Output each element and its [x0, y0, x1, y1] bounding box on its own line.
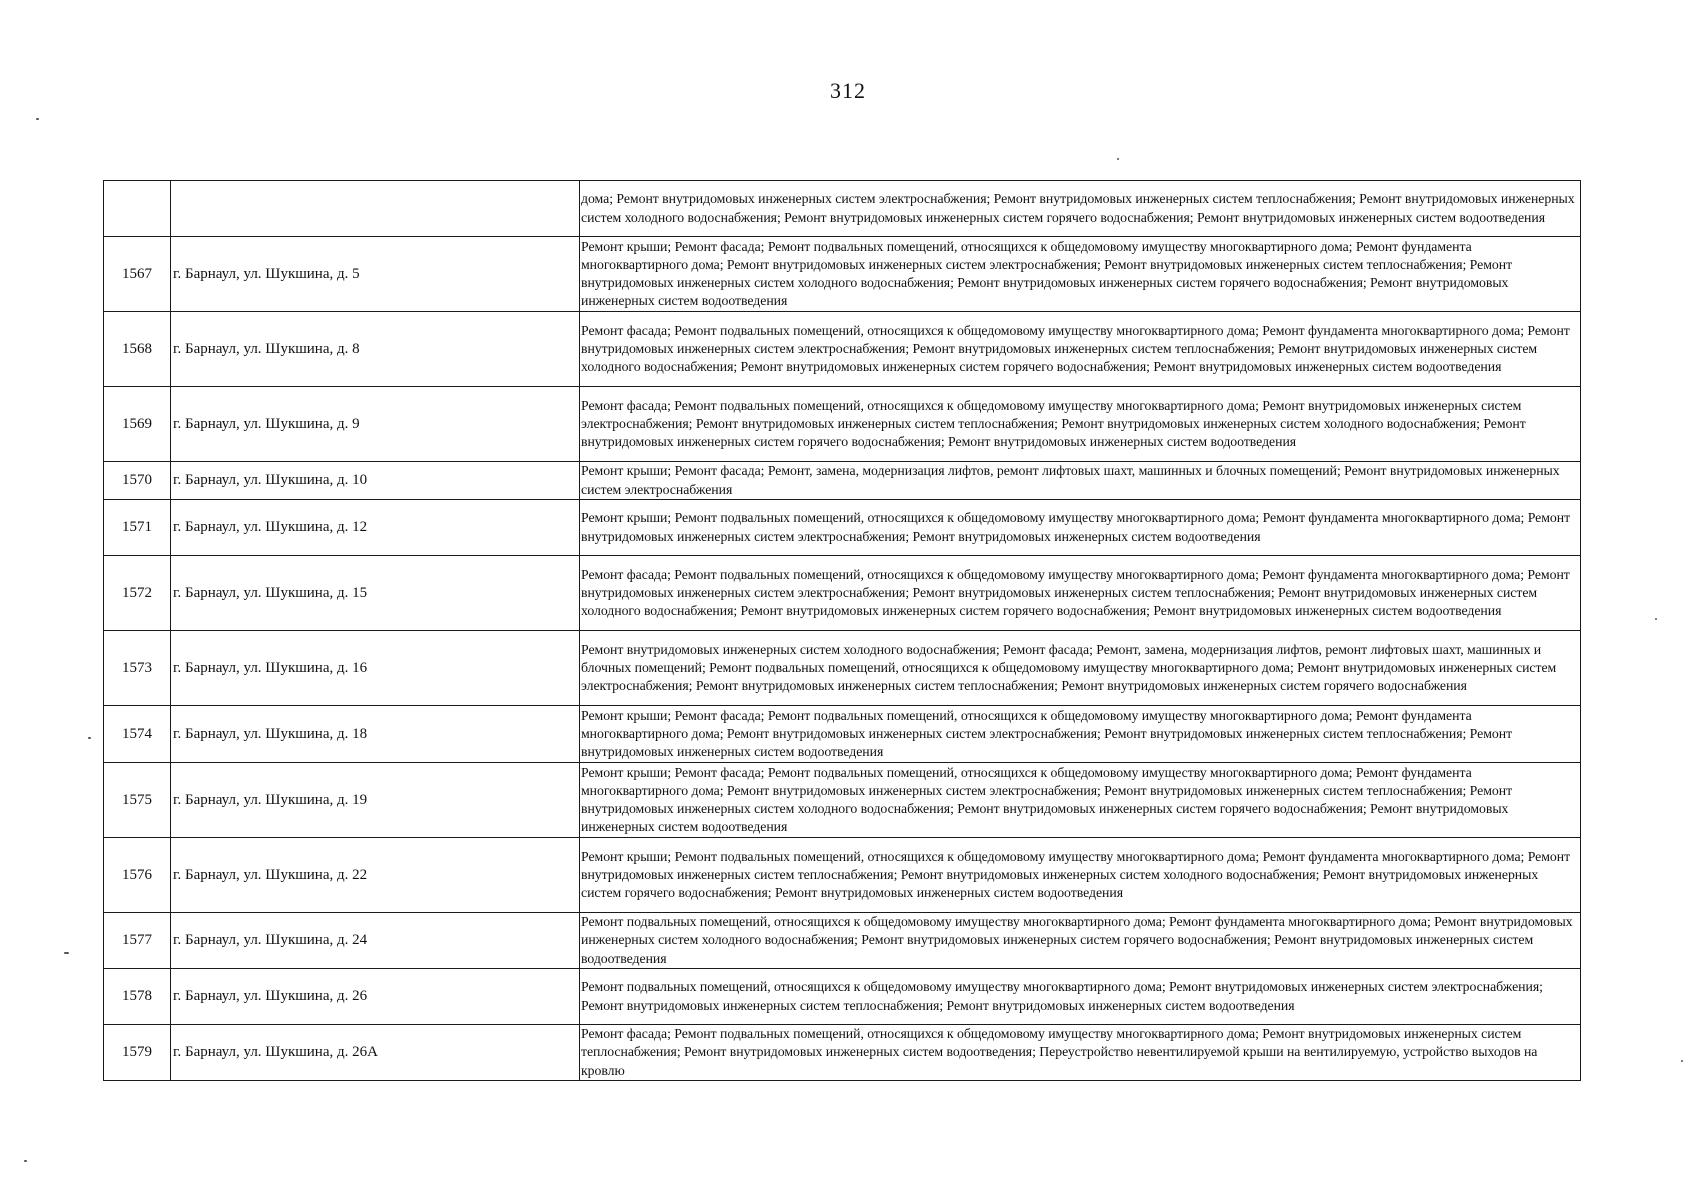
table-row	[104, 462, 1581, 500]
row-number: 1569	[104, 387, 171, 462]
table-row	[104, 181, 1581, 237]
table-row	[104, 706, 1581, 763]
row-works: Ремонт фасада; Ремонт подвальных помещений, относящихся к общедомовому имуществу многоквартирного дома; Ремонт фундамента многоквартирного дома; Ремонт внутридомовых инженерных систем электроснабжения; Ремонт внутридомовых инженерных систем теплоснабжения; Ремонт внутридомовых инженерных систем холодного водоснабжения; Ремонт внутридомовых инженерных систем горячего водоснабжения; Ремонт внутридомовых инженерных систем водоотведения	[580, 556, 1581, 631]
row-number: 1571	[104, 500, 171, 556]
table-row	[104, 838, 1581, 913]
row-address: г. Барнаул, ул. Шукшина, д. 22	[171, 838, 580, 913]
row-works: Ремонт подвальных помещений, относящихся к общедомовому имуществу многоквартирного дома; Ремонт внутридомовых инженерных систем электроснабжения; Ремонт внутридомовых инженерных систем теплоснабжения; Ремонт внутридомовых инженерных систем водоотведения	[580, 969, 1581, 1025]
scan-speck	[1655, 618, 1657, 620]
row-works: Ремонт подвальных помещений, относящихся к общедомовому имуществу многоквартирного дома; Ремонт фундамента многоквартирного дома; Ремонт внутридомовых инженерных систем холодного водоснабжения; Ремонт внутридомовых инженерных систем горячего водоснабжения; Ремонт внутридомовых инженерных систем водоотведения	[580, 913, 1581, 969]
repair-table-container	[103, 180, 1580, 1081]
row-works: Ремонт крыши; Ремонт фасада; Ремонт подвальных помещений, относящихся к общедомовому имуществу многоквартирного дома; Ремонт фундамента многоквартирного дома; Ремонт внутридомовых инженерных систем электроснабжения; Ремонт внутридомовых инженерных систем теплоснабжения; Ремонт внутридомовых инженерных систем холодного водоснабжения; Ремонт внутридомовых инженерных систем горячего водоснабжения; Ремонт внутридомовых инженерных систем водоотведения	[580, 763, 1581, 838]
row-works: Ремонт крыши; Ремонт подвальных помещений, относящихся к общедомовому имуществу многоквартирного дома; Ремонт фундамента многоквартирного дома; Ремонт внутридомовых инженерных систем теплоснабжения; Ремонт внутридомовых инженерных систем холодного водоснабжения; Ремонт внутридомовых инженерных систем горячего водоснабжения; Ремонт внутридомовых инженерных систем водоотведения	[580, 838, 1581, 913]
row-works: дома; Ремонт внутридомовых инженерных систем электроснабжения; Ремонт внутридомовых инженерных систем теплоснабжения; Ремонт внутридомовых инженерных систем холодного водоснабжения; Ремонт внутридомовых инженерных систем горячего водоснабжения; Ремонт внутридомовых инженерных систем водоотведения	[580, 181, 1581, 237]
row-works: Ремонт крыши; Ремонт подвальных помещений, относящихся к общедомовому имуществу многоквартирного дома; Ремонт фундамента многоквартирного дома; Ремонт внутридомовых инженерных систем электроснабжения; Ремонт внутридомовых инженерных систем водоотведения	[580, 500, 1581, 556]
scan-speck	[36, 118, 39, 120]
row-works: Ремонт крыши; Ремонт фасада; Ремонт подвальных помещений, относящихся к общедомовому имуществу многоквартирного дома; Ремонт фундамента многоквартирного дома; Ремонт внутридомовых инженерных систем электроснабжения; Ремонт внутридомовых инженерных систем теплоснабжения; Ремонт внутридомовых инженерных систем холодного водоснабжения; Ремонт внутридомовых инженерных систем горячего водоснабжения; Ремонт внутридомовых инженерных систем водоотведения	[580, 237, 1581, 312]
page-number: 312	[830, 78, 866, 103]
row-address: г. Барнаул, ул. Шукшина, д. 26	[171, 969, 580, 1025]
row-number: 1568	[104, 312, 171, 387]
row-number: 1577	[104, 913, 171, 969]
row-number: 1570	[104, 462, 171, 500]
row-address: г. Барнаул, ул. Шукшина, д. 16	[171, 631, 580, 706]
scan-speck	[1681, 1060, 1683, 1062]
table-row	[104, 913, 1581, 969]
row-works: Ремонт фасада; Ремонт подвальных помещений, относящихся к общедомовому имуществу многоквартирного дома; Ремонт внутридомовых инженерных систем теплоснабжения; Ремонт внутридомовых инженерных систем водоотведения; Переустройство невентилируемой крыши на вентилируемую, устройство выходов на кровлю	[580, 1025, 1581, 1081]
row-number: 1573	[104, 631, 171, 706]
row-number: 1579	[104, 1025, 171, 1081]
row-address: г. Барнаул, ул. Шукшина, д. 8	[171, 312, 580, 387]
row-address: г. Барнаул, ул. Шукшина, д. 10	[171, 462, 580, 500]
table-row	[104, 387, 1581, 462]
table-row	[104, 312, 1581, 387]
row-address	[171, 181, 580, 237]
row-number	[104, 181, 171, 237]
table-row	[104, 237, 1581, 312]
row-number: 1567	[104, 237, 171, 312]
row-works: Ремонт крыши; Ремонт фасада; Ремонт подвальных помещений, относящихся к общедомовому имуществу многоквартирного дома; Ремонт фундамента многоквартирного дома; Ремонт внутридомовых инженерных систем электроснабжения; Ремонт внутридомовых инженерных систем теплоснабжения; Ремонт внутридомовых инженерных систем водоотведения	[580, 706, 1581, 763]
scan-speck	[64, 952, 69, 954]
row-address: г. Барнаул, ул. Шукшина, д. 26А	[171, 1025, 580, 1081]
scan-speck	[88, 737, 91, 739]
table-row	[104, 631, 1581, 706]
row-number: 1574	[104, 706, 171, 763]
scan-speck	[24, 1160, 27, 1162]
row-address: г. Барнаул, ул. Шукшина, д. 9	[171, 387, 580, 462]
row-address: г. Барнаул, ул. Шукшина, д. 19	[171, 763, 580, 838]
row-works: Ремонт крыши; Ремонт фасада; Ремонт, замена, модернизация лифтов, ремонт лифтовых шахт, машинных и блочных помещений; Ремонт внутридомовых инженерных систем электроснабжения	[580, 462, 1581, 500]
row-address: г. Барнаул, ул. Шукшина, д. 24	[171, 913, 580, 969]
table-row	[104, 969, 1581, 1025]
scan-speck	[1117, 158, 1119, 160]
row-address: г. Барнаул, ул. Шукшина, д. 5	[171, 237, 580, 312]
row-address: г. Барнаул, ул. Шукшина, д. 15	[171, 556, 580, 631]
row-address: г. Барнаул, ул. Шукшина, д. 18	[171, 706, 580, 763]
row-number: 1576	[104, 838, 171, 913]
row-works: Ремонт внутридомовых инженерных систем холодного водоснабжения; Ремонт фасада; Ремонт, замена, модернизация лифтов, ремонт лифтовых шахт, машинных и блочных помещений; Ремонт подвальных помещений, относящихся к общедомовому имуществу многоквартирного дома; Ремонт внутридомовых инженерных систем электроснабжения; Ремонт внутридомовых инженерных систем теплоснабжения; Ремонт внутридомовых инженерных систем горячего водоснабжения	[580, 631, 1581, 706]
table-row	[104, 556, 1581, 631]
row-number: 1578	[104, 969, 171, 1025]
table-row	[104, 1025, 1581, 1081]
row-number: 1575	[104, 763, 171, 838]
table-row	[104, 763, 1581, 838]
row-address: г. Барнаул, ул. Шукшина, д. 12	[171, 500, 580, 556]
table-row	[104, 500, 1581, 556]
row-works: Ремонт фасада; Ремонт подвальных помещений, относящихся к общедомовому имуществу многоквартирного дома; Ремонт фундамента многоквартирного дома; Ремонт внутридомовых инженерных систем электроснабжения; Ремонт внутридомовых инженерных систем теплоснабжения; Ремонт внутридомовых инженерных систем холодного водоснабжения; Ремонт внутридомовых инженерных систем горячего водоснабжения; Ремонт внутридомовых инженерных систем водоотведения	[580, 312, 1581, 387]
row-works: Ремонт фасада; Ремонт подвальных помещений, относящихся к общедомовому имуществу многоквартирного дома; Ремонт внутридомовых инженерных систем электроснабжения; Ремонт внутридомовых инженерных систем теплоснабжения; Ремонт внутридомовых инженерных систем холодного водоснабжения; Ремонт внутридомовых инженерных систем горячего водоснабжения; Ремонт внутридомовых инженерных систем водоотведения	[580, 387, 1581, 462]
row-number: 1572	[104, 556, 171, 631]
repair-works-table	[103, 180, 1581, 1081]
